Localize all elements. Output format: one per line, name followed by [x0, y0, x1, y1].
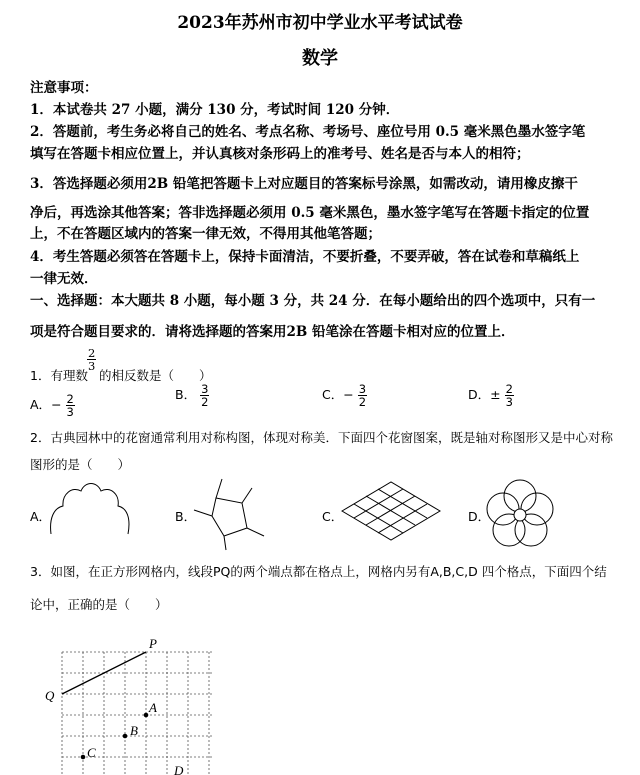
q1-stem-before: 1．有理数 — [30, 368, 88, 383]
plum-blossom-pattern — [484, 478, 556, 550]
point-a — [144, 713, 149, 718]
notes-heading: 注意事项： — [30, 80, 98, 96]
q1-option-d[interactable] — [468, 383, 514, 408]
lattice-knot-pattern — [340, 480, 442, 542]
label-p: P — [149, 636, 157, 651]
q3-line-1: 3．如图，在正方形网格内，线段PQ的两个端点都在格点上，网格内另有A,B,C,D 四个格点，下面四个结 — [30, 564, 607, 579]
option-label: B． — [175, 387, 197, 402]
option-sign: − — [343, 387, 354, 402]
note-line-1: 1．本试卷共 27 小题，满分 130 分，考试时间 120 分钟． — [30, 102, 400, 118]
q3-line-2: 论中，正确的是（ ） — [30, 597, 168, 612]
q1-stem-after: 的相反数是（ ） — [99, 368, 212, 383]
q2-option-b-label[interactable]: B． — [175, 509, 197, 524]
option-den: 3 — [505, 395, 513, 409]
subject-title: 数学 — [302, 48, 338, 69]
label-d: D — [174, 763, 184, 775]
option-num: 2 — [66, 392, 74, 406]
option-num: 2 — [505, 382, 513, 396]
option-label: A． — [30, 397, 52, 412]
note-line-8: 一律无效． — [30, 271, 98, 287]
q1-frac-den: 3 — [88, 359, 96, 373]
option-label: C． — [322, 387, 344, 402]
option-label: D． — [468, 387, 491, 402]
note-line-6: 上，不在答题区域内的答案一律无效，不得用其他笔答题； — [30, 226, 381, 242]
square-grid-figure — [40, 630, 225, 775]
label-b: B — [130, 723, 138, 738]
label-a: A — [149, 700, 157, 715]
point-b — [123, 734, 128, 739]
option-num: 3 — [358, 382, 367, 396]
label-c: C — [87, 745, 96, 760]
option-den: 3 — [66, 405, 74, 419]
note-line-7: 4．考生答题必须答在答题卡上，保持卡面清洁，不要折叠，不要弄破，答在试卷和草稿纸上 — [30, 249, 580, 265]
label-q: Q — [45, 688, 55, 703]
q2-option-a-label[interactable]: A． — [30, 509, 52, 524]
q1-fraction — [87, 347, 96, 372]
option-sign: ± — [490, 387, 501, 402]
q1-option-a[interactable] — [30, 393, 75, 418]
point-c — [81, 755, 86, 760]
section-heading-line-2: 项是符合题目要求的．请将选择题的答案用2B 铅笔涂在答题卡相对应的位置上． — [30, 324, 515, 340]
note-line-2: 2．答题前，考生务必将自己的姓名、考点名称、考场号、座位号用 0.5 毫米黑色墨水签字笔 — [30, 124, 586, 140]
section-heading-line-1: 一、选择题：本大题共 8 小题，每小题 3 分，共 24 分．在每小题给出的四个选项中，只有一 — [30, 293, 596, 309]
q1-frac-num: 2 — [88, 346, 96, 360]
option-den: 2 — [358, 395, 367, 409]
q1-option-c[interactable] — [322, 383, 367, 408]
note-line-4: 3．答选择题必须用2B 铅笔把答题卡上对应题目的答案标号涂黑，如需改动，请用橡皮擦干 — [30, 176, 578, 192]
q1-option-b[interactable] — [175, 383, 209, 408]
q2-line-2: 图形的是（ ） — [30, 457, 131, 472]
option-den: 2 — [201, 395, 209, 409]
pinwheel-pattern — [192, 476, 272, 552]
option-sign: − — [51, 397, 62, 412]
option-num: 3 — [201, 382, 209, 396]
note-line-5: 净后，再选涂其他答案；答非选择题必须用 0.5 毫米黑色，墨水签字笔写在答题卡指定的位置 — [30, 205, 590, 221]
q2-line-1: 2．古典园林中的花窗通常利用对称构图，体现对称美．下面四个花窗图案，既是轴对称图形又是中心对称 — [30, 430, 613, 445]
q2-option-c-label[interactable]: C． — [322, 509, 344, 524]
note-line-3: 填写在答题卡相应位置上，并认真核对条形码上的准考号、姓名是否与本人的相符； — [30, 146, 530, 162]
cloud-window-pattern — [48, 478, 130, 544]
q2-option-d-label[interactable]: D． — [468, 509, 491, 524]
exam-title: 2023年苏州市初中学业水平考试试卷 — [177, 13, 463, 33]
